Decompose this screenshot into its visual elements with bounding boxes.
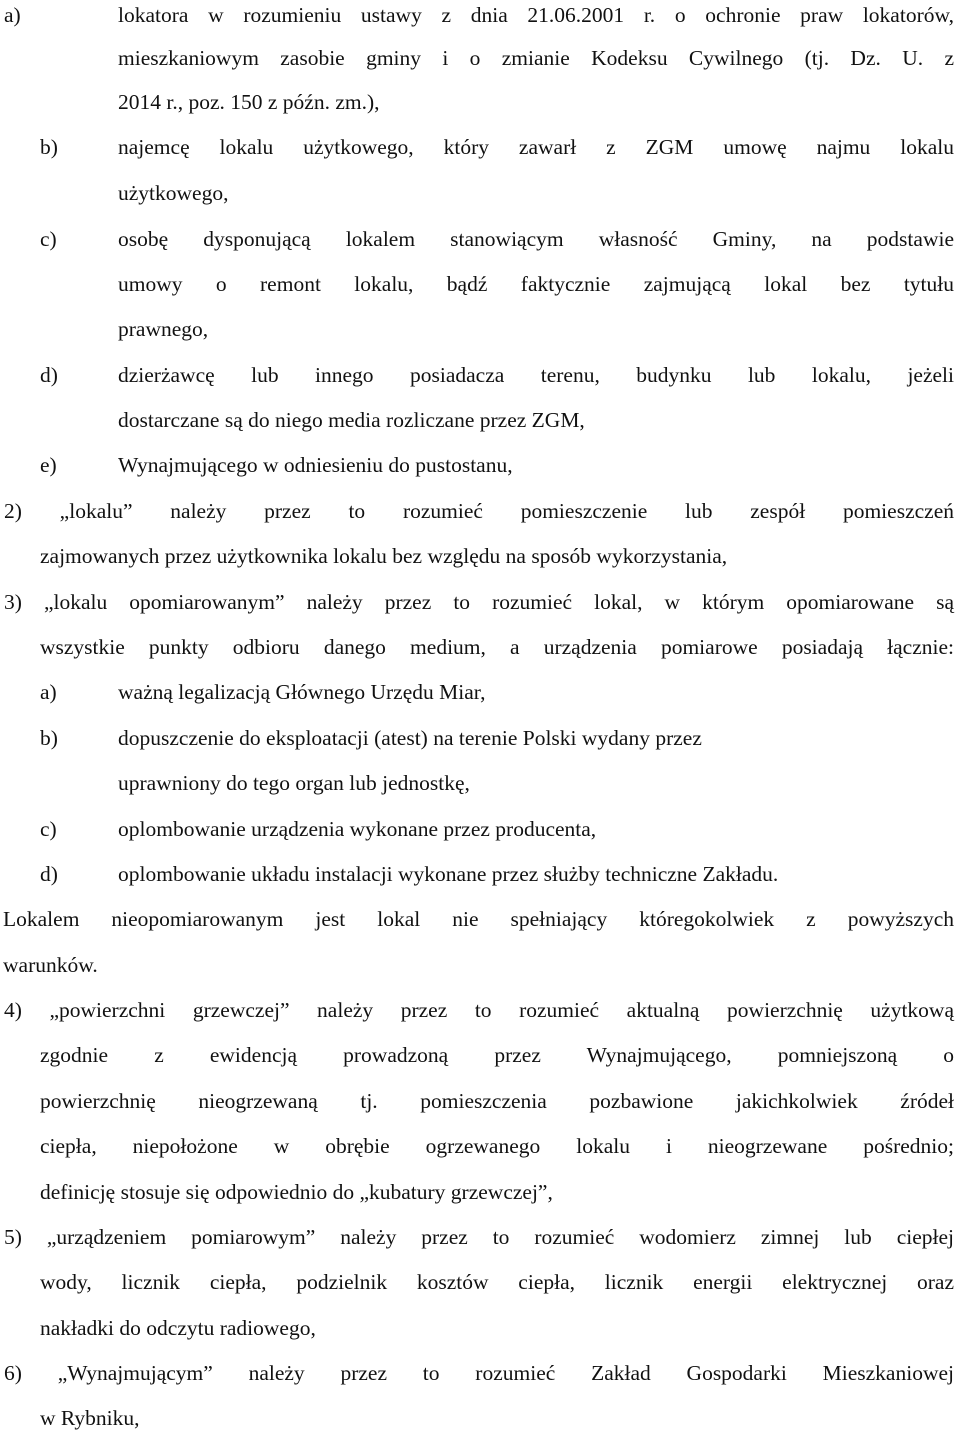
list-marker: b) <box>40 726 58 750</box>
list-item-continuation <box>0 178 960 208</box>
list-item-continuation <box>0 314 960 344</box>
list-item-continuation <box>0 87 960 117</box>
list-item-e-landlord <box>0 450 960 480</box>
definition-text: 5) „urządzeniem pomiarowym” należy przez to rozumieć wodomierz zimnej lub ciepłej <box>4 1225 954 1249</box>
definition-text: 3) „lokalu opomiarowanym” należy przez to rozumieć lokal, w którym opomiarowane są <box>4 590 954 614</box>
definition-continuation <box>0 1177 960 1207</box>
definition-item-2 <box>0 496 960 526</box>
list-item-text: najemcę lokalu użytkowego, który zawarł z ZGM umowę najmu lokalu <box>118 135 954 159</box>
definition-text: zgodnie z ewidencją prowadzoną przez Wynajmującego, pomniejszoną o <box>40 1043 954 1067</box>
list-item-b-approval <box>0 723 960 753</box>
definition-continuation <box>0 1040 960 1070</box>
definition-text: powierzchnię nieogrzewaną tj. pomieszczenia pozbawione jakichkolwiek źródeł <box>40 1089 954 1113</box>
definition-text: 6) „Wynajmującym” należy przez to rozumieć Zakład Gospodarki Mieszkaniowej <box>4 1361 954 1385</box>
list-marker: c) <box>40 817 57 841</box>
note-continuation <box>0 950 960 980</box>
list-item-continuation <box>0 768 960 798</box>
definition-text: 2) „lokalu” należy przez to rozumieć pomieszczenie lub zespół pomieszczeń <box>4 499 954 523</box>
list-item-text: użytkowego, <box>118 181 229 205</box>
note-text: Lokalem nieopomiarowanym jest lokal nie spełniający któregokolwiek z powyższych <box>3 907 954 931</box>
list-item-continuation <box>0 405 960 435</box>
list-marker: a) <box>40 680 57 704</box>
definition-text: wody, licznik ciepła, podzielnik kosztów ciepła, licznik energii elektrycznej oraz <box>40 1270 954 1294</box>
list-item-d-seal-installation <box>0 859 960 889</box>
definition-continuation <box>0 1131 960 1161</box>
list-item-text: 2014 r., poz. 150 z późn. zm.), <box>118 90 380 114</box>
list-item-text: dopuszczenie do eksploatacji (atest) na terenie Polski wydany przez <box>118 726 702 750</box>
definition-continuation <box>0 541 960 571</box>
definition-text: ciepła, niepołożone w obrębie ogrzewanego lokalu i nieogrzewane pośrednio; <box>40 1134 954 1158</box>
definition-text: 4) „powierzchni grzewczej” należy przez to rozumieć aktualną powierzchnię użytkową <box>4 998 954 1022</box>
list-marker: e) <box>40 453 57 477</box>
list-item-text: umowy o remont lokalu, bądź faktycznie zajmującą lokal bez tytułu <box>118 272 954 296</box>
list-item-a-legalization <box>0 677 960 707</box>
definition-continuation <box>0 1403 960 1433</box>
list-marker: b) <box>40 135 58 159</box>
list-item-text: prawnego, <box>118 317 209 341</box>
definition-continuation <box>0 1086 960 1116</box>
list-item-continuation <box>0 43 960 73</box>
list-marker: c) <box>40 227 57 251</box>
definition-text: definicję stosuje się odpowiednio do „kubatury grzewczej”, <box>40 1180 553 1204</box>
list-marker: d) <box>40 363 58 387</box>
note-text: warunków. <box>3 953 98 977</box>
list-item-text: oplombowanie układu instalacji wykonane przez służby techniczne Zakładu. <box>118 862 779 886</box>
list-item-text: dzierżawcę lub innego posiadacza terenu, budynku lub lokalu, jeżeli <box>118 363 954 387</box>
list-item-text: Wynajmującego w odniesieniu do pustostanu, <box>118 453 513 477</box>
list-item-text: mieszkaniowym zasobie gminy i o zmianie Kodeksu Cywilnego (tj. Dz. U. z <box>118 46 954 70</box>
definition-item-4 <box>0 995 960 1025</box>
definition-item-3 <box>0 587 960 617</box>
definition-text: nakładki do odczytu radiowego, <box>40 1316 316 1340</box>
list-item-c-occupant <box>0 224 960 254</box>
list-item-d-leaseholder <box>0 360 960 390</box>
list-item-text: lokatora w rozumieniu ustawy z dnia 21.06.2001 r. o ochronie praw lokatorów, <box>118 3 954 27</box>
definition-continuation <box>0 1267 960 1297</box>
definition-item-5 <box>0 1222 960 1252</box>
list-item-text: oplombowanie urządzenia wykonane przez producenta, <box>118 817 597 841</box>
list-item-c-seal-producer <box>0 814 960 844</box>
list-item-text: dostarczane są do niego media rozliczane przez ZGM, <box>118 408 585 432</box>
definition-continuation <box>0 632 960 662</box>
list-item-text: uprawniony do tego organ lub jednostkę, <box>118 771 470 795</box>
definition-text: w Rybniku, <box>40 1406 140 1430</box>
list-marker: a) <box>4 3 21 27</box>
list-item-a-tenant <box>0 0 960 30</box>
list-item-b-lessee <box>0 132 960 162</box>
list-item-text: ważną legalizacją Głównego Urzędu Miar, <box>118 680 486 704</box>
definition-text: wszystkie punkty odbioru danego medium, a urządzenia pomiarowe posiadają łącznie: <box>40 635 954 659</box>
list-item-text: osobę dysponującą lokalem stanowiącym własność Gminy, na podstawie <box>118 227 954 251</box>
note-paragraph <box>0 904 960 934</box>
list-item-continuation <box>0 269 960 299</box>
definition-text: zajmowanych przez użytkownika lokalu bez względu na sposób wykorzystania, <box>40 544 728 568</box>
list-marker: d) <box>40 862 58 886</box>
definition-item-6 <box>0 1358 960 1388</box>
definition-continuation <box>0 1313 960 1343</box>
